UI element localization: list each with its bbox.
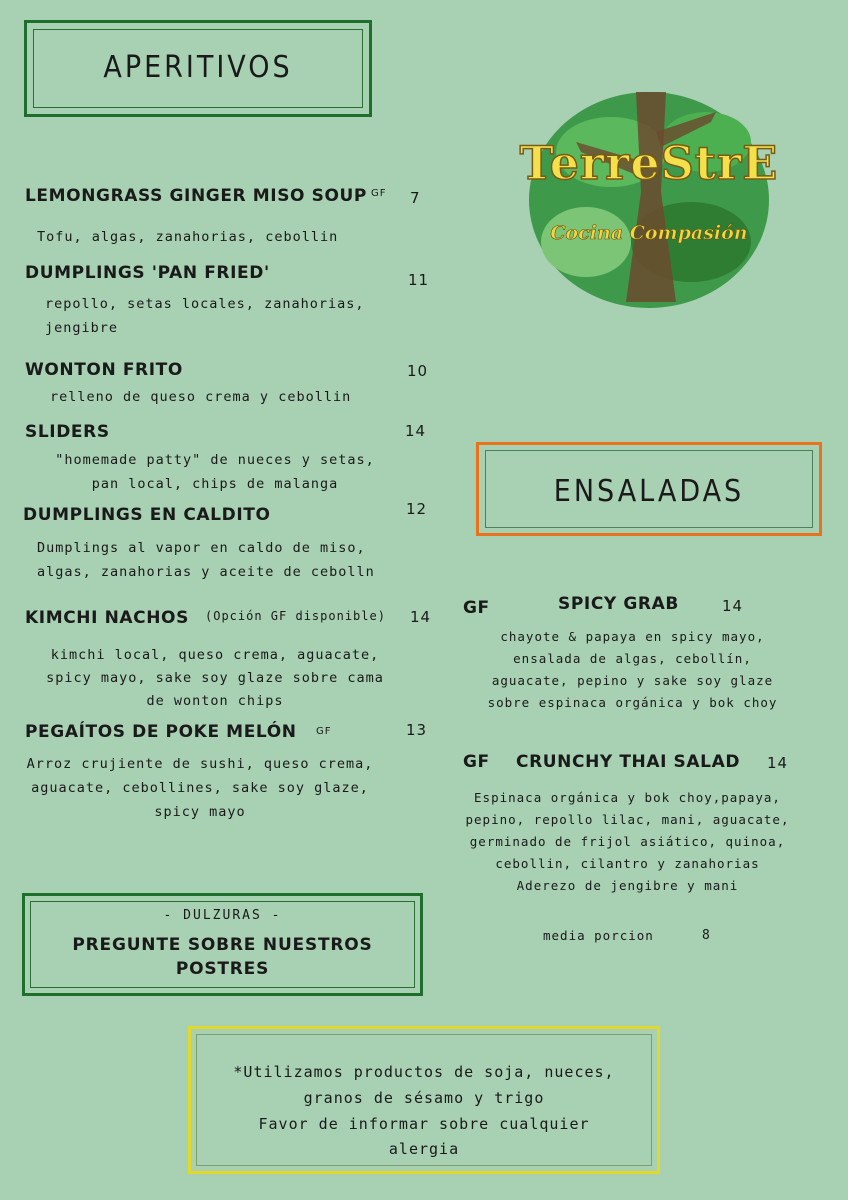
- dulzuras-text-line: PREGUNTE SOBRE NUESTROS: [72, 935, 373, 955]
- item-price: 11: [408, 271, 430, 289]
- item-desc: Tofu, algas, zanahorias, cebollin: [37, 229, 339, 245]
- aperitivos-header-box: [24, 20, 372, 117]
- terrestre-logo: [516, 72, 782, 312]
- item-desc: kimchi local, queso crema, aguacate,: [50, 647, 380, 663]
- item-price: 7: [410, 189, 421, 207]
- gf-tag: GF: [463, 598, 490, 618]
- item-desc: cebollin, cilantro y zanahorias: [495, 856, 760, 871]
- item-price: 12: [406, 500, 428, 518]
- item-name-sliders: SLIDERS: [25, 422, 110, 442]
- logo-name: TerreStrE: [519, 136, 779, 190]
- item-name-kimchi-nachos: KIMCHI NACHOS: [25, 608, 189, 628]
- half-portion-label: media porcion: [543, 928, 654, 943]
- item-name-dumplings-pan-fried: DUMPLINGS 'PAN FRIED': [25, 263, 270, 283]
- gf-tag: GF: [463, 752, 490, 772]
- item-name-crunchy-thai-salad: CRUNCHY THAI SALAD: [516, 752, 741, 772]
- item-name-pegaitos-poke-melon: PEGAÍTOS DE POKE MELÓN: [25, 722, 297, 742]
- allergy-notice-box: [188, 1026, 660, 1174]
- item-desc: algas, zanahorias y aceite de cebolln: [37, 564, 375, 580]
- item-desc: aguacate, cebollines, sake soy glaze,: [31, 780, 369, 796]
- item-desc: germinado de frijol asiático, quinoa,: [469, 834, 786, 849]
- gf-tag: GF: [371, 188, 387, 199]
- dulzuras-box: [22, 893, 423, 996]
- item-desc: de wonton chips: [146, 693, 284, 709]
- half-portion-price: 8: [702, 928, 711, 943]
- item-name-wonton-frito: WONTON FRITO: [25, 360, 183, 380]
- item-desc: Espinaca orgánica y bok choy,papaya,: [474, 790, 781, 805]
- logo-tagline: Cocina Compasión: [550, 222, 748, 244]
- item-desc: repollo, setas locales, zanahorias,: [45, 296, 365, 312]
- item-price: 14: [722, 597, 744, 615]
- item-price: 14: [767, 754, 789, 772]
- item-price: 10: [407, 362, 429, 380]
- item-desc: ensalada de algas, cebollín,: [513, 651, 752, 666]
- item-name-spicy-grab: SPICY GRAB: [558, 594, 679, 614]
- item-desc: Arroz crujiente de sushi, queso crema,: [26, 756, 374, 772]
- aperitivos-title: APERITIVOS: [103, 50, 293, 85]
- item-desc: sobre espinaca orgánica y bok choy: [487, 695, 778, 710]
- item-desc: aguacate, pepino y sake soy glaze: [491, 673, 774, 688]
- allergy-line: alergia: [388, 1140, 460, 1158]
- item-price: 14: [410, 608, 432, 626]
- ensaladas-header-box: [476, 442, 822, 536]
- gf-tag: GF: [316, 726, 332, 737]
- item-name-miso-soup: LEMONGRASS GINGER MISO SOUP: [25, 186, 367, 206]
- item-desc: Aderezo de jengibre y mani: [516, 878, 739, 893]
- item-price: 14: [405, 422, 427, 440]
- item-desc: pan local, chips de malanga: [91, 476, 339, 492]
- item-price: 13: [406, 721, 428, 739]
- dulzuras-text-line: POSTRES: [175, 959, 270, 979]
- item-desc: chayote & papaya en spicy mayo,: [500, 629, 765, 644]
- item-desc: jengibre: [45, 320, 119, 336]
- item-note: (Opción GF disponible): [205, 609, 386, 623]
- item-desc: spicy mayo, sake soy glaze sobre cama: [46, 670, 384, 686]
- allergy-line: Favor de informar sobre cualquier: [258, 1115, 590, 1133]
- item-desc: "homemade patty" de nueces y setas,: [55, 452, 375, 468]
- ensaladas-title: ENSALADAS: [553, 474, 745, 509]
- item-name-dumplings-en-caldito: DUMPLINGS EN CALDITO: [23, 505, 271, 525]
- item-desc: pepino, repollo lilac, mani, aguacate,: [465, 812, 790, 827]
- item-desc: spicy mayo: [154, 804, 246, 820]
- item-desc: Dumplings al vapor en caldo de miso,: [37, 540, 366, 556]
- allergy-line: *Utilizamos productos de soja, nueces,: [233, 1063, 615, 1081]
- item-desc: relleno de queso crema y cebollin: [50, 389, 352, 405]
- dulzuras-title: - DULZURAS -: [163, 908, 282, 923]
- allergy-line: granos de sésamo y trigo: [303, 1089, 545, 1107]
